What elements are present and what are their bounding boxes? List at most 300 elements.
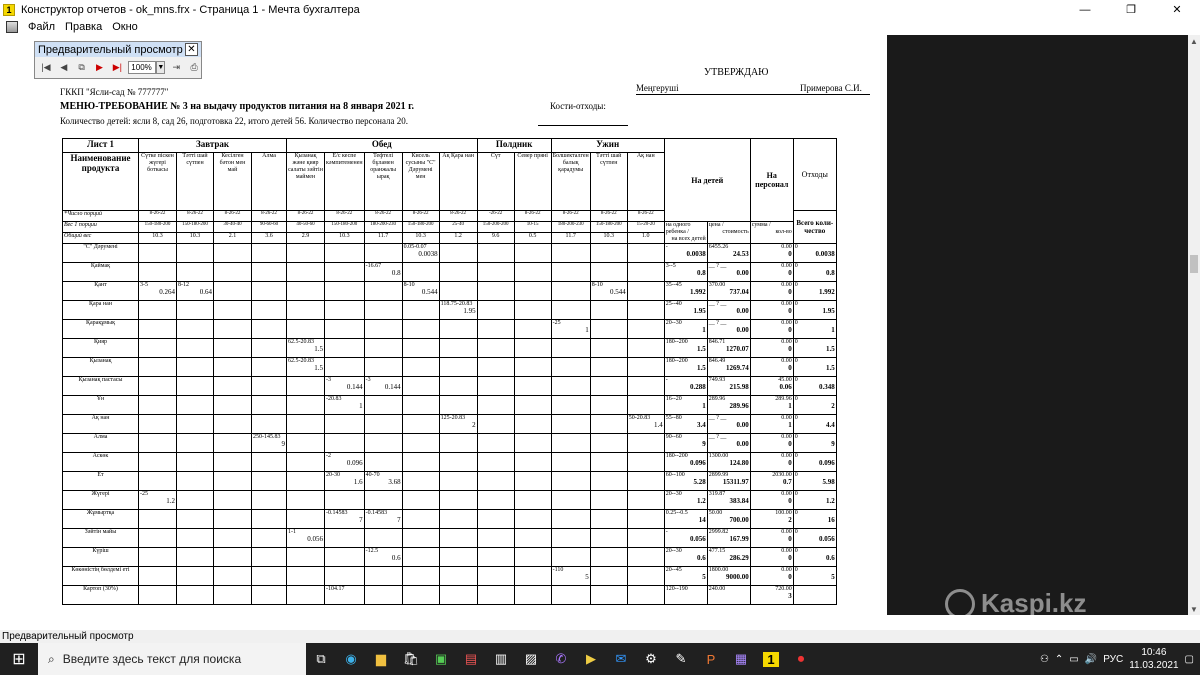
price-cost: 846.71 1270.07 <box>707 339 750 358</box>
product-cell <box>514 529 551 548</box>
product-cell <box>252 548 287 567</box>
product-cell <box>439 396 477 415</box>
product-cell <box>139 358 177 377</box>
dish-header: Е/с кеспе кәмпитеменен <box>325 153 365 211</box>
product-cell <box>214 282 252 301</box>
product-cell <box>439 263 477 282</box>
product-cell <box>364 320 402 339</box>
product-cell <box>139 567 177 586</box>
product-name: Зәйтін майы <box>63 529 139 548</box>
product-cell <box>402 510 439 529</box>
product-cell <box>287 548 325 567</box>
minimize-button[interactable]: — <box>1079 3 1091 16</box>
product-cell <box>514 244 551 263</box>
product-cell <box>439 320 477 339</box>
taskbar-search[interactable] <box>38 643 306 675</box>
next-page-icon[interactable]: ▶ <box>96 61 103 72</box>
product-cell <box>551 434 590 453</box>
product-cell <box>590 434 627 453</box>
photos-icon[interactable]: ▨ <box>524 651 538 666</box>
product-cell <box>514 301 551 320</box>
product-cell <box>214 453 252 472</box>
portion-weight: 40-50-60 <box>287 222 325 233</box>
zoom-select[interactable]: 100% <box>128 61 156 74</box>
total-weight: 2.1 <box>214 233 252 244</box>
total-weight: 9.6 <box>477 233 514 244</box>
child-amount: 35--45 1.992 <box>664 282 707 301</box>
close-button[interactable]: ✕ <box>1172 4 1182 16</box>
child-amount: 120--190 <box>664 586 707 605</box>
product-cell: -3 0.144 <box>364 377 402 396</box>
product-cell <box>364 415 402 434</box>
product-cell: -16.67 0.8 <box>364 263 402 282</box>
waste-header: Отходы <box>793 139 836 211</box>
people-icon[interactable]: ⚇ <box>1039 653 1049 665</box>
menu-table <box>62 138 837 605</box>
product-cell <box>551 244 590 263</box>
report-page <box>4 35 887 615</box>
child-amount: 180--200 1.5 <box>664 339 707 358</box>
product-cell <box>287 415 325 434</box>
preview-toolbar-title: Предварительный просмотр <box>38 43 183 56</box>
product-cell <box>439 244 477 263</box>
product-cell <box>402 263 439 282</box>
product-cell <box>287 377 325 396</box>
total-amount: 0 1.5 <box>793 339 836 358</box>
viber-icon[interactable]: ✆ <box>555 651 567 666</box>
product-cell: -110 5 <box>551 567 590 586</box>
row-label-portions: *Число порций <box>63 211 139 222</box>
save-icon[interactable]: ▦ <box>734 651 748 666</box>
price-cost: 1300.00 124.80 <box>707 453 750 472</box>
org-name: ГККП "Ясли-сад № 777777" <box>60 87 169 97</box>
price-cost: __ ? __ 0.00 <box>707 320 750 339</box>
first-page-icon[interactable]: |◀ <box>41 61 51 72</box>
product-cell <box>177 453 214 472</box>
price-cost: 2899.99 15311.97 <box>707 472 750 491</box>
portion-count: 8-26-22 <box>287 211 325 222</box>
preview-toolbar-window[interactable] <box>34 41 202 79</box>
product-cell <box>514 434 551 453</box>
child-amount: 180--200 0.096 <box>664 453 707 472</box>
product-cell <box>139 472 177 491</box>
product-cell <box>590 472 627 491</box>
product-cell <box>139 377 177 396</box>
product-cell <box>477 377 514 396</box>
product-cell <box>627 491 664 510</box>
product-cell <box>364 453 402 472</box>
sum-header: сумма / кол-во <box>750 222 793 244</box>
print-icon[interactable]: ⎙ <box>190 61 198 72</box>
staff-amount: 289.96 1 <box>750 396 793 415</box>
total-header: Всего коли-чество <box>793 211 836 244</box>
product-cell <box>177 263 214 282</box>
product-cell <box>325 320 365 339</box>
sheet-label: Лист 1 <box>63 139 139 153</box>
clock[interactable] <box>1129 646 1178 672</box>
product-cell <box>590 491 627 510</box>
ps-icon[interactable]: P <box>706 651 716 667</box>
portion-weight: 150-180-200 <box>325 222 365 233</box>
product-cell <box>252 263 287 282</box>
product-cell <box>551 282 590 301</box>
product-cell <box>287 263 325 282</box>
product-cell <box>477 339 514 358</box>
scroll-down-icon[interactable]: ▼ <box>1190 604 1198 614</box>
product-cell <box>177 529 214 548</box>
network-icon[interactable]: ▭ <box>1069 653 1079 665</box>
clock-date: 11.03.2021 <box>1129 660 1179 671</box>
product-cell: 50-20.83 1.4 <box>627 415 664 434</box>
meal-lunch: Обед <box>287 139 478 153</box>
close-icon[interactable]: ✕ <box>185 43 198 56</box>
product-cell: 250-145.83 9 <box>252 434 287 453</box>
task-view-icon[interactable]: ⧉ <box>316 651 326 666</box>
product-name: Қызанақ <box>63 358 139 377</box>
product-cell <box>477 567 514 586</box>
product-cell <box>252 453 287 472</box>
product-cell <box>139 548 177 567</box>
staff-amount: 0.00 0 <box>750 529 793 548</box>
product-name: Күріш <box>63 548 139 567</box>
product-cell <box>252 358 287 377</box>
product-cell <box>402 377 439 396</box>
product-cell <box>439 491 477 510</box>
product-cell <box>590 510 627 529</box>
product-cell <box>590 320 627 339</box>
taskbar <box>0 643 1200 675</box>
product-cell: -2 0.096 <box>325 453 365 472</box>
product-cell <box>514 263 551 282</box>
product-name-header: Наименование продукта <box>63 153 139 211</box>
product-cell <box>627 263 664 282</box>
product-cell <box>477 263 514 282</box>
product-cell <box>627 301 664 320</box>
product-cell <box>364 339 402 358</box>
product-cell <box>439 358 477 377</box>
portion-count: 8-26-22 <box>325 211 365 222</box>
product-cell <box>325 358 365 377</box>
product-name: Қара нан <box>63 301 139 320</box>
total-weight: 0.5 <box>514 233 551 244</box>
price-cost: 477.15 286.29 <box>707 548 750 567</box>
product-cell <box>287 301 325 320</box>
portion-weight: 150-200-200 <box>477 222 514 233</box>
child-amount: 60--100 5.28 <box>664 472 707 491</box>
maximize-button[interactable]: ❐ <box>1126 4 1136 16</box>
product-cell <box>287 282 325 301</box>
vertical-scrollbar[interactable] <box>1188 35 1200 615</box>
staff-amount: 0.00 0 <box>750 453 793 472</box>
product-cell <box>627 282 664 301</box>
total-amount <box>793 586 836 605</box>
dish-header: Болшекталген балық қарадумы <box>551 153 590 211</box>
product-cell <box>627 472 664 491</box>
product-cell <box>214 301 252 320</box>
product-cell <box>287 586 325 605</box>
portion-count: 8-26-22 <box>514 211 551 222</box>
product-cell <box>551 301 590 320</box>
child-amount: 20--30 1.2 <box>664 491 707 510</box>
product-cell <box>287 244 325 263</box>
store-icon[interactable]: 🛍 <box>402 651 420 666</box>
dish-header: Алма <box>252 153 287 211</box>
total-weight: 10.3 <box>402 233 439 244</box>
export-icon[interactable]: ⇥ <box>172 61 180 72</box>
product-cell <box>551 510 590 529</box>
product-cell: 1-1 0.056 <box>287 529 325 548</box>
product-cell <box>325 548 365 567</box>
price-cost: __ ? __ 0.00 <box>707 415 750 434</box>
dish-header: Ақ нан <box>627 153 664 211</box>
total-weight: 3.6 <box>252 233 287 244</box>
total-weight: 10.3 <box>139 233 177 244</box>
product-cell <box>514 377 551 396</box>
product-cell <box>214 567 252 586</box>
app-icon-3[interactable]: ▤ <box>464 651 478 666</box>
document-icon[interactable] <box>6 21 18 33</box>
portion-count: 8-26-22 <box>590 211 627 222</box>
staff-amount: 100.00 2 <box>750 510 793 529</box>
total-weight: 2.9 <box>287 233 325 244</box>
portion-weight: 10-15 <box>514 222 551 233</box>
staff-amount: 0.00 0 <box>750 282 793 301</box>
report-app-icon[interactable]: 1 <box>756 643 786 675</box>
child-amount: - 0.0038 <box>664 244 707 263</box>
product-cell <box>214 510 252 529</box>
child-amount: 180--200 1.5 <box>664 358 707 377</box>
product-cell <box>287 396 325 415</box>
app-icon-4[interactable]: ▥ <box>494 651 508 666</box>
product-cell <box>177 358 214 377</box>
staff-amount: 0.00 0 <box>750 339 793 358</box>
settings-icon[interactable]: ⚙ <box>645 651 657 666</box>
product-cell <box>627 548 664 567</box>
product-cell <box>214 415 252 434</box>
child-amount: - 0.288 <box>664 377 707 396</box>
product-cell <box>514 320 551 339</box>
product-cell <box>590 301 627 320</box>
product-cell <box>214 548 252 567</box>
product-cell <box>177 510 214 529</box>
total-amount: 0 16 <box>793 510 836 529</box>
total-amount: 0 1 <box>793 320 836 339</box>
dish-header: Тәтті шай сүтпен <box>590 153 627 211</box>
copy-icon[interactable]: ⧉ <box>78 61 85 72</box>
product-cell <box>177 586 214 605</box>
product-cell <box>177 567 214 586</box>
product-cell <box>477 320 514 339</box>
product-cell <box>627 453 664 472</box>
product-cell <box>627 358 664 377</box>
clock-time: 10:46 <box>1141 647 1167 658</box>
report-viewer <box>0 35 1200 615</box>
product-cell <box>139 434 177 453</box>
product-cell: -25 1 <box>551 320 590 339</box>
total-amount: 0 1.992 <box>793 282 836 301</box>
staff-header: На персонал <box>750 139 793 222</box>
product-cell <box>514 548 551 567</box>
product-cell <box>252 244 287 263</box>
price-cost: 846.49 1269.74 <box>707 358 750 377</box>
product-cell <box>514 453 551 472</box>
children-header: На детей <box>664 139 750 222</box>
last-page-icon[interactable]: ▶| <box>112 61 122 72</box>
product-name: Ет <box>63 472 139 491</box>
product-cell <box>252 510 287 529</box>
search-icon: ⌕ <box>48 651 55 666</box>
total-amount: 0 0.056 <box>793 529 836 548</box>
product-cell <box>139 529 177 548</box>
title-bar <box>0 0 1200 19</box>
portion-weight: 150-180-200 <box>177 222 214 233</box>
product-cell <box>402 339 439 358</box>
staff-amount: 0.00 0 <box>750 320 793 339</box>
menu-window[interactable]: Окно <box>112 21 138 33</box>
product-name: Ұн <box>63 396 139 415</box>
product-cell <box>551 548 590 567</box>
product-cell <box>477 415 514 434</box>
report-heading: МЕНЮ-ТРЕБОВАНИЕ № 3 на выдачу продуктов питания на 8 января 2021 г. <box>60 101 415 112</box>
product-cell <box>177 244 214 263</box>
product-cell <box>325 529 365 548</box>
product-cell <box>439 548 477 567</box>
child-amount: 20--30 1 <box>664 320 707 339</box>
product-cell <box>139 320 177 339</box>
product-cell <box>551 396 590 415</box>
product-cell <box>214 244 252 263</box>
menu-file[interactable]: Файл <box>28 21 56 33</box>
language-indicator[interactable]: РУС <box>1103 653 1124 665</box>
product-cell <box>252 339 287 358</box>
prev-page-icon[interactable]: ◀ <box>60 61 68 72</box>
product-cell <box>439 434 477 453</box>
product-cell <box>402 415 439 434</box>
media-icon[interactable]: ▶ <box>586 651 596 666</box>
product-cell: 125-20.83 2 <box>439 415 477 434</box>
product-cell <box>402 301 439 320</box>
child-amount: 16--20 1 <box>664 396 707 415</box>
price-cost: __ ? __ 0.00 <box>707 263 750 282</box>
total-amount: 0 0.8 <box>793 263 836 282</box>
portion-count: 8-26-22 <box>627 211 664 222</box>
menu-edit[interactable]: Правка <box>65 21 103 33</box>
product-cell <box>627 244 664 263</box>
product-cell <box>214 339 252 358</box>
app-icon: 1 <box>3 4 15 16</box>
portion-weight: 15-20-20 <box>627 222 664 233</box>
product-cell <box>214 377 252 396</box>
product-cell: 62.5-20.83 1.5 <box>287 339 325 358</box>
staff-amount: 0.00 0 <box>750 263 793 282</box>
product-cell <box>402 453 439 472</box>
product-cell <box>252 396 287 415</box>
volume-icon[interactable]: 🔊 <box>1084 653 1098 665</box>
product-cell <box>551 415 590 434</box>
price-cost: __ ? __ 0.00 <box>707 301 750 320</box>
scrollbar-thumb[interactable] <box>1190 255 1198 273</box>
product-cell <box>590 415 627 434</box>
product-cell <box>590 244 627 263</box>
notification-icon[interactable]: ▢ <box>1184 653 1194 665</box>
windows-start-icon[interactable]: ⊞ <box>12 651 26 668</box>
dish-header: Кисель сусыны "С" Дәрумені мен <box>402 153 439 211</box>
product-cell <box>439 510 477 529</box>
product-cell <box>214 358 252 377</box>
product-cell <box>627 320 664 339</box>
waste-label: Кости-отходы: <box>550 101 606 111</box>
app-icon-2[interactable]: ▣ <box>434 651 448 666</box>
staff-amount: 0.00 0 <box>750 358 793 377</box>
product-name: Қант <box>63 282 139 301</box>
paint-icon[interactable]: ✎ <box>675 651 687 666</box>
product-cell <box>590 529 627 548</box>
total-amount: 0 0.0038 <box>793 244 836 263</box>
chevron-up-icon[interactable]: ⌃ <box>1054 653 1064 665</box>
product-cell: -0.14583 7 <box>325 510 365 529</box>
product-cell <box>514 510 551 529</box>
product-name: "С" Дәрумені <box>63 244 139 263</box>
staff-amount: 720.00 3 <box>750 586 793 605</box>
total-amount: 0 2 <box>793 396 836 415</box>
product-cell <box>590 548 627 567</box>
product-cell <box>139 510 177 529</box>
portion-weight: 25-40 <box>439 222 477 233</box>
menu-bar <box>0 19 1200 35</box>
total-amount: 0 1.95 <box>793 301 836 320</box>
mail-icon[interactable]: ✉ <box>615 651 627 666</box>
edge-icon[interactable]: ◉ <box>345 651 357 666</box>
staff-amount: 45.00 0.06 <box>750 377 793 396</box>
portion-count: 8-26-22 <box>364 211 402 222</box>
product-name: Қаймақ <box>63 263 139 282</box>
product-cell <box>325 282 365 301</box>
product-cell <box>364 567 402 586</box>
product-cell <box>139 244 177 263</box>
explorer-icon[interactable]: ▆ <box>376 651 386 666</box>
product-cell: -3 0.144 <box>325 377 365 396</box>
staff-amount: 2030.00 0.7 <box>750 472 793 491</box>
watermark-text: Kaspi.kz <box>981 588 1087 618</box>
product-cell: 62.5-20.83 1.5 <box>287 358 325 377</box>
scroll-up-icon[interactable]: ▲ <box>1190 36 1198 46</box>
product-cell <box>364 301 402 320</box>
child-amount: 90--60 9 <box>664 434 707 453</box>
product-cell <box>590 453 627 472</box>
row-label-weight: Вес 1 порции <box>63 222 139 233</box>
product-cell <box>551 586 590 605</box>
product-cell <box>325 244 365 263</box>
product-cell: 20-30 1.6 <box>325 472 365 491</box>
product-cell <box>402 567 439 586</box>
product-cell <box>514 491 551 510</box>
product-cell <box>177 472 214 491</box>
product-cell <box>252 586 287 605</box>
product-cell <box>214 491 252 510</box>
product-cell <box>139 396 177 415</box>
product-cell <box>177 339 214 358</box>
record-icon[interactable]: ⏺ <box>797 651 805 666</box>
total-amount: 0 5 <box>793 567 836 586</box>
product-cell <box>177 301 214 320</box>
product-name: Картоп (30%) <box>63 586 139 605</box>
product-cell <box>287 453 325 472</box>
product-cell <box>177 320 214 339</box>
product-cell <box>402 491 439 510</box>
chevron-down-icon[interactable]: ▼ <box>156 61 165 74</box>
total-amount: 0 1.2 <box>793 491 836 510</box>
product-cell <box>551 377 590 396</box>
